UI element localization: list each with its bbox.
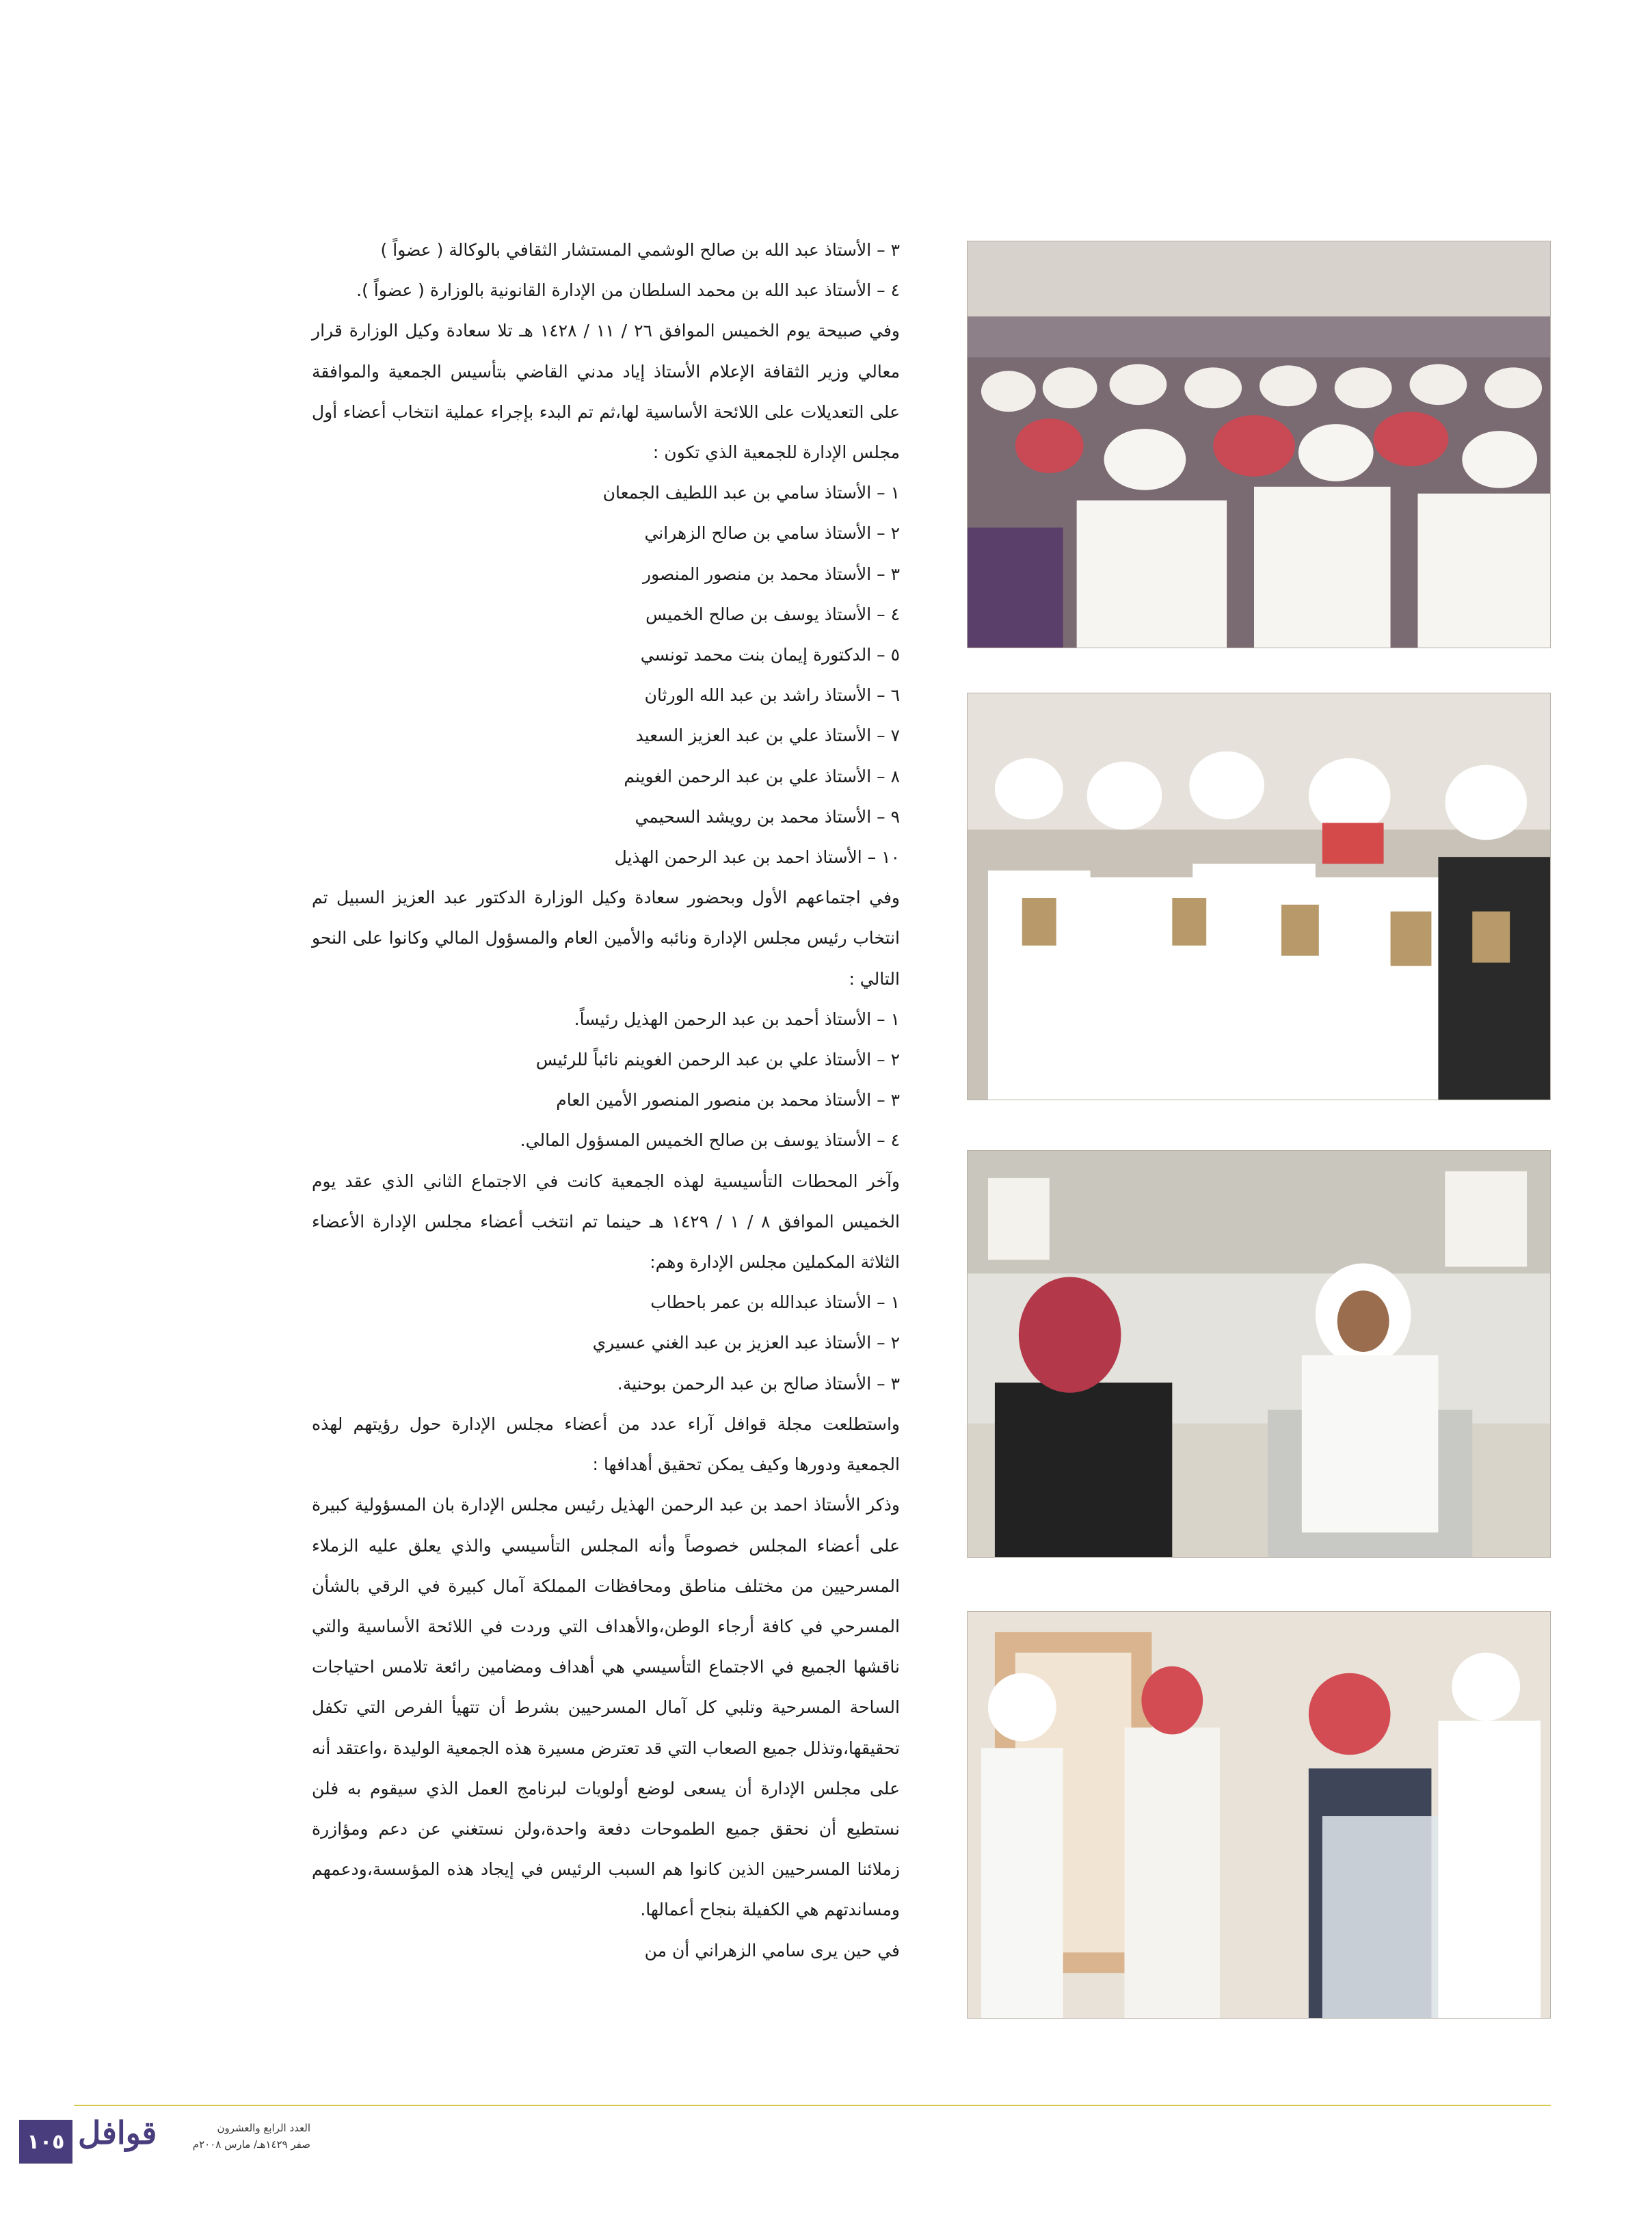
- list-item: ١ – الأستاذ سامي بن عبد اللطيف الجمعان: [602, 483, 900, 503]
- paragraph: واستطلعت مجلة قوافل آراء عدد من أعضاء مجلس الإدارة حول رؤيتهم لهذه الجمعية ودورها وكيف يمكن تحقيق أهدافها :: [312, 1413, 900, 1475]
- paragraph: وآخر المحطات التأسيسية لهذه الجمعية كانت في الاجتماع الثاني الذي عقد يوم الخميس الموافق ٨ / ١ / ١٤٢٩ هـ حينما تم انتخب أعضاء مجلس الإدارة الأعضاء الثلاثة المكملين مجلس الإدارة وهم:: [312, 1171, 900, 1273]
- photo-conversation: [967, 1150, 1551, 1558]
- photo-members-booklets: [967, 693, 1551, 1100]
- photo-podium: [967, 1611, 1551, 2019]
- paragraph: ٣ – الأستاذ عبد الله بن صالح الوشمي المستشار الثقافي بالوكالة ( عضواً ): [380, 240, 900, 260]
- paragraph: ٤ – الأستاذ عبد الله بن محمد السلطان من الإدارة القانونية بالوزارة ( عضواً ).: [356, 280, 900, 301]
- paragraph: في حين يرى سامي الزهراني أن من: [644, 1940, 900, 1960]
- page-number: ١٠٥: [19, 2120, 72, 2164]
- list-item: ٢ – الأستاذ سامي بن صالح الزهراني: [644, 523, 900, 544]
- date-line: صفر ١٤٢٩هـ/ مارس ٢٠٠٨م: [192, 2138, 310, 2151]
- list-item: ٦ – الأستاذ راشد بن عبد الله الورثان: [644, 685, 900, 706]
- list-item: ٧ – الأستاذ علي بن عبد العزيز السعيد: [635, 726, 900, 746]
- list-item: ٣ – الأستاذ محمد بن منصور المنصور: [643, 563, 900, 584]
- issue-info: [174, 2120, 310, 2153]
- footer-rule: [74, 2105, 1551, 2106]
- article-text: [312, 230, 900, 1971]
- list-item: ١ – الأستاذ عبدالله بن عمر باحطاب: [650, 1292, 900, 1313]
- list-item: ٢ – الأستاذ عبد العزيز بن عبد الغني عسيري: [592, 1333, 900, 1353]
- list-item: ٥ – الدكتورة إيمان بنت محمد تونسي: [640, 645, 900, 665]
- list-item: ١٠ – الأستاذ احمد بن عبد الرحمن الهذيل: [614, 847, 900, 868]
- issue-line: العدد الرابع والعشرون: [217, 2122, 310, 2134]
- list-item: ٩ – الأستاذ محمد بن رويشد السحيمي: [635, 806, 900, 827]
- paragraph: وفي اجتماعهم الأول وبحضور سعادة وكيل الوزارة الدكتور عبد العزيز السبيل تم انتخاب رئيس مجلس الإدارة ونائبه والأمين العام والمسؤول المالي وكانوا على النحو التالي :: [312, 888, 900, 989]
- list-item: ٤ – الأستاذ يوسف بن صالح الخميس المسؤول المالي.: [520, 1130, 900, 1151]
- paragraph: وفي صبيحة يوم الخميس الموافق ٢٦ / ١١ / ١٤٢٨ هـ تلا سعادة وكيل الوزارة قرار معالي وزير الثقافة الإعلام الأستاذ إياد مدني القاضي بتأسيس الجمعية والموافقة على التعديلات على اللائحة الأساسية لها،ثم تم البدء بإجراء عملية انتخاب أعضاء أول مجلس الإدارة للجمعية الذي تكون :: [312, 321, 900, 463]
- list-item: ٢ – الأستاذ علي بن عبد الرحمن الغوينم نائباً للرئيس: [535, 1050, 900, 1070]
- list-item: ٣ – الأستاذ محمد بن منصور المنصور الأمين العام: [556, 1090, 900, 1110]
- magazine-logo: قوافل: [78, 2114, 157, 2151]
- photo-audience: [967, 241, 1551, 648]
- list-item: ٣ – الأستاذ صالح بن عبد الرحمن بوحنية.: [617, 1373, 900, 1394]
- list-item: ٨ – الأستاذ علي بن عبد الرحمن الغوينم: [624, 766, 900, 786]
- list-item: ٤ – الأستاذ يوسف بن صالح الخميس: [645, 604, 900, 624]
- paragraph: وذكر الأستاذ احمد بن عبد الرحمن الهذيل رئيس مجلس الإدارة بان المسؤولية كبيرة على أعضاء المجلس خصوصاً وأنه المجلس التأسيسي والذي يعلق عليه الزملاء المسرحيين من مختلف مناطق ومحافظات المملكة آمال كبيرة في الرقي بالشأن المسرحي في كافة أرجاء الوطن،والأهداف التي وردت في اللائحة الأساسية والتي ناقشها الجميع في الاجتماع التأسيسي هي أهداف ومضامين رائعة تلامس احتياجات الساحة المسرحية وتلبي كل آمال المسرحيين بشرط أن تتهيأ الفرص التي تكفل تحقيقها،وتذلل جميع الصعاب التي قد تعترض مسيرة هذه الجمعية الوليدة ،واعتقد أنه على مجلس الإدارة أن يسعى لوضع أولويات لبرنامج العمل الذي سيقوم به فلن نستطيع أن نحقق جميع الطموحات دفعة واحدة،ولن نستغني عن دعم ومؤازرة زملائنا المسرحيين الذين كانوا هم السبب الرئيس في إيجاد هذه المؤسسة،ودعمهم ومساندتهم هي الكفيلة بنجاح أعمالها.: [312, 1495, 900, 1920]
- list-item: ١ – الأستاذ أحمد بن عبد الرحمن الهذيل رئيساً.: [574, 1009, 900, 1029]
